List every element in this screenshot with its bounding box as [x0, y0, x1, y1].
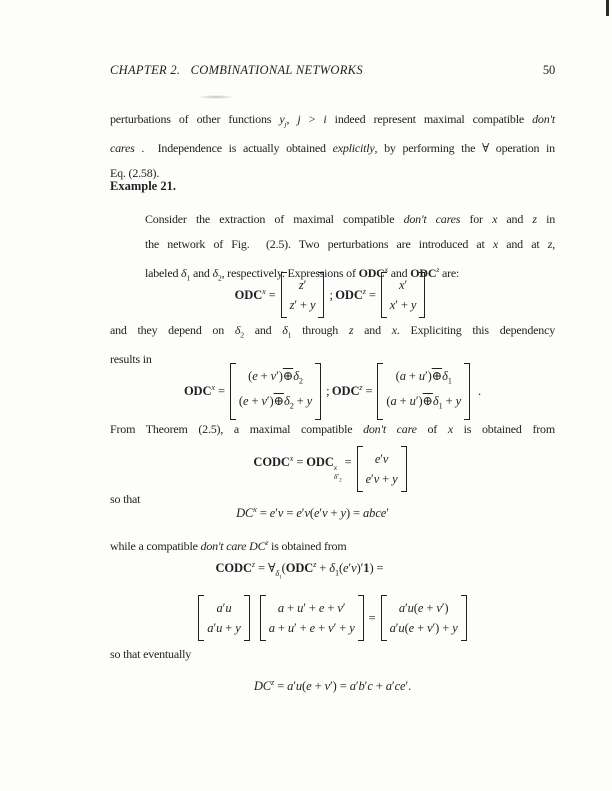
equation-period: .	[478, 383, 482, 398]
matrix-result: a′u(e + v′) a′u(e + v′) + y	[381, 595, 467, 641]
example-heading: Example 21.	[110, 179, 176, 193]
equation-lhs: $ODC^x$ =	[234, 286, 276, 303]
equation-codc-z: $CODC^z$ = $\forall_{\delta_1}(ODC^z + \delta_1(e'v)'1)$ =	[215, 559, 384, 581]
matrix-codc-x: e′v e′v + y	[357, 446, 407, 492]
scan-corner-mark	[606, 0, 609, 16]
equation-dc-z: $DC^z = a'u(e + v') = a'b'c + a'ce'$.	[253, 677, 412, 694]
equation-mid: ; $ODC^z$ =	[326, 382, 373, 399]
equation-lhs: $ODC^x$ =	[183, 382, 225, 399]
equation-matrix-product	[110, 594, 555, 642]
equation-odc-simple	[110, 272, 555, 318]
matrix-odc-z-explicit: $(a + u')\oplus\delta_1$ $(a + u')\oplus\delta_1 + y$	[377, 363, 470, 420]
matrix-odc-x-explicit: $(e + v')\oplus\delta_2$ $(e + v')\oplus\delta_2 + y$	[230, 363, 321, 420]
equals-sign: =	[368, 610, 376, 625]
matrix-odc-z: x′ x′ + y	[381, 272, 426, 318]
paragraph-while: while a compatible don't care $DC^z$ is obtained from	[110, 538, 347, 553]
equation-odc-explicit	[110, 366, 555, 416]
equation-codc-x	[110, 446, 555, 492]
text-so-that: so that	[110, 492, 141, 506]
matrix-factor-b: a + u′ + e + v′ a + u′ + e + v′ + y	[260, 595, 364, 641]
matrix-odc-x: z′ z′ + y	[281, 272, 325, 318]
text-so-that-eventually: so that eventually	[110, 647, 192, 661]
equation-mid: ; $ODC^z$ =	[329, 286, 376, 303]
equation-dc-x: $DC^x = e'v = e'v(e'v + y)$ = abce′	[236, 504, 389, 521]
page-number: 50	[542, 63, 555, 77]
paragraph-example: Consider the extraction of maximal compatible don't cares for x and z in the network of Fig. (2.5). Two perturbations are introduced at x and at z, labeled $\delta_1$ and $\delta_2$, respectively. Expressions of ODC$^x$ and ODC$^z$ are:	[145, 212, 556, 283]
paragraph-dependency: and they depend on $\delta_2$ and $\delta_1$ through z and x. Expliciting this dependency results in	[110, 323, 556, 367]
paragraph-theorem: From Theorem (2.5), a maximal compatible don't care of x is obtained from	[110, 422, 555, 436]
matrix-factor-a: a′u a′u + y	[198, 595, 249, 641]
equation-lhs: $CODC^x$ = ODC x $\delta'_2$ =	[253, 453, 352, 484]
scan-smudge	[197, 95, 235, 99]
paragraph-intro: perturbations of other functions $y_j$, j > i indeed represent maximal compatible don't cares . Independence is actually obtained explicitly, by performing the ∀ operation in Eq. (2.58).	[110, 112, 555, 181]
chapter-header: CHAPTER 2. COMBINATIONAL NETWORKS	[110, 63, 363, 77]
